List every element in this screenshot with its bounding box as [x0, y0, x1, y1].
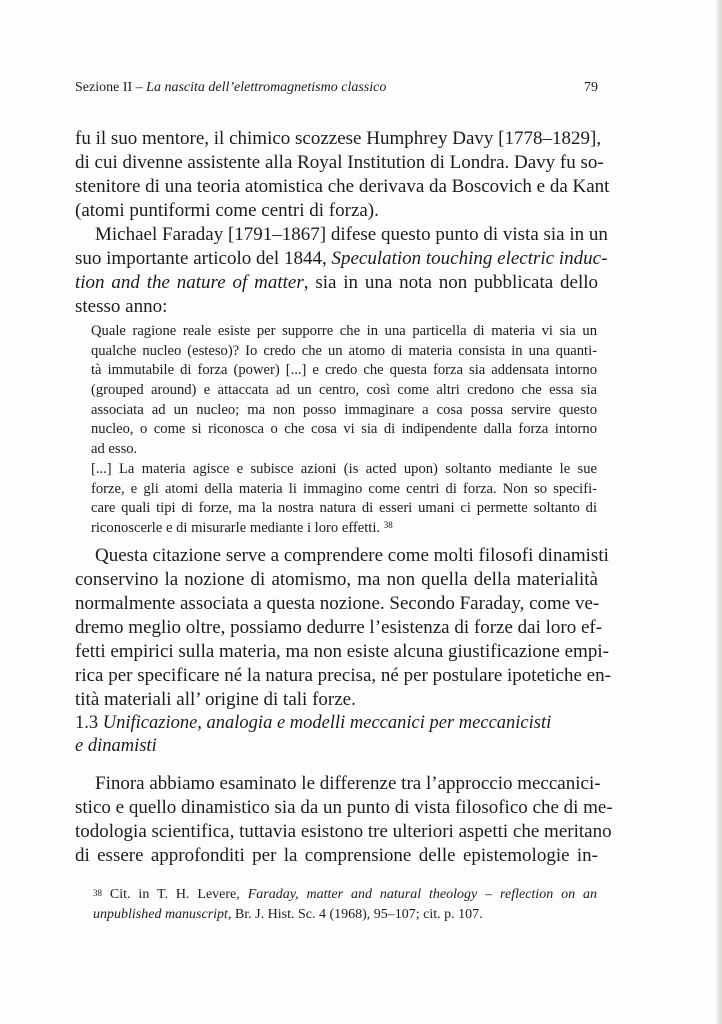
quote-line: care quali tipi di forze, ma la nostra natura di esseri umani ci permette soltanto di: [91, 500, 597, 517]
quote-line: (grouped around) e attaccata ad un centro, così come altri credono che essa sia: [91, 382, 597, 399]
text-line: di essere approfonditi per la comprensione delle epistemologie in-: [75, 845, 598, 866]
article-title: tion and the nature of matter: [75, 272, 304, 293]
footnote-line: $^{38}$ Cit. in T. H. Levere, Faraday, matter and natural theology – reflection on an: [93, 887, 598, 902]
quote-line: [...] La materia agisce e subisce azioni (is acted upon) soltanto mediante le sue: [91, 460, 597, 477]
quote-line: ad esso.: [91, 441, 138, 458]
text-line: suo importante articolo del 1844, Speculation touching electric induc-: [75, 248, 608, 269]
section-number: 1.3: [75, 713, 103, 733]
text-line: stesso anno:: [75, 296, 168, 317]
quote-line: qualche nucleo (esteso)? Io credo che un atomo di materia consista in una quanti-: [91, 342, 597, 359]
quote-line: associata ad un nucleo; ma non posso immaginare a cosa possa servire questo: [91, 401, 597, 418]
text-line: stico e quello dinamistico sia da un punto di vista filosofico che di me-: [75, 797, 613, 818]
footnote-mark: 38: [93, 888, 102, 898]
text-line: dremo meglio oltre, possiamo dedurre l’esistenza di forze dai loro ef-: [75, 617, 603, 638]
section-title: Unificazione, analogia e modelli meccanici per meccanicisti: [102, 713, 552, 733]
section-title-cont: e dinamisti: [75, 736, 157, 756]
footnote-line: unpublished manuscript, Br. J. Hist. Sc. 4 (1968), 95–107; cit. p. 107.: [93, 907, 483, 922]
quote-line: forze, e gli atomi della materia li immagino come centri di forza. Non so specifi-: [91, 480, 597, 497]
text-line: Michael Faraday [1791–1867] difese questo punto di vista sia in un: [95, 224, 608, 245]
page-edge-shadow: [716, 0, 722, 1024]
quote-line: nucleo, o come si riconosca o che cosa vi sia di indipendente dalla forza intorno: [91, 421, 597, 438]
paragraph-1: [75, 127, 610, 223]
paragraph-2: [75, 223, 608, 319]
paragraph-3: [75, 544, 611, 712]
section-heading: [75, 712, 598, 758]
text-line: normalmente associata a questa nozione. Secondo Faraday, come ve-: [75, 593, 600, 614]
text-line: Questa citazione serve a comprendere come molti filosofi dinamisti: [95, 545, 609, 566]
text-line: tion and the nature of matter, sia in una nota non pubblicata dello: [75, 272, 599, 293]
quote-line: riconoscerle e di misurarle mediante i loro effetti. $^{38}$: [91, 519, 393, 536]
text-line: conservino la nozione di atomismo, ma non quella della materialità: [75, 569, 598, 590]
footnote: [93, 885, 597, 925]
quote-line: tà immutabile di forza (power) [...] e credo che questa forza sia addensata intorno: [91, 362, 597, 379]
text-line: tità materiali all’ origine di tali forze.: [75, 689, 356, 710]
text-line: rica per specificare né la natura precisa, né per postulare ipotetiche en-: [75, 665, 611, 686]
page-number: 79: [584, 80, 598, 95]
article-title: Speculation touching electric induc-: [331, 248, 608, 269]
text-line: stenitore di una teoria atomistica che derivava da Boscovich e da Kant: [75, 176, 610, 197]
header-section: Sezione II – La nascita dell’elettromagnetismo classico: [75, 80, 387, 95]
footnote-reference: 38: [383, 519, 393, 530]
text-line: fu il suo mentore, il chimico scozzese Humphrey Davy [1778–1829],: [75, 128, 602, 149]
quote-line: Quale ragione reale esiste per supporre che in una particella di materia vi sia un: [91, 323, 597, 339]
cited-title: Faraday, matter and natural theology – reflection on an: [247, 887, 598, 902]
text-line: di cui divenne assistente alla Royal Institution di Londra. Davy fu so-: [75, 152, 604, 173]
header-section-title: La nascita dell’elettromagnetismo classico: [146, 80, 387, 95]
text-line: todologia scientifica, tuttavia esistono tre ulteriori aspetti che meritano: [75, 821, 612, 842]
text-line: fetti empirici sulla materia, ma non esiste alcuna giustificazione empi-: [75, 641, 609, 662]
text-line: Finora abbiamo esaminato le differenze tra l’approccio meccanici-: [95, 773, 601, 794]
text-line: (atomi puntiformi come centri di forza).: [75, 200, 379, 221]
paragraph-4: [75, 772, 613, 868]
running-header: [75, 80, 598, 100]
cited-title: unpublished manuscript: [93, 907, 228, 922]
block-quote: [91, 322, 597, 539]
